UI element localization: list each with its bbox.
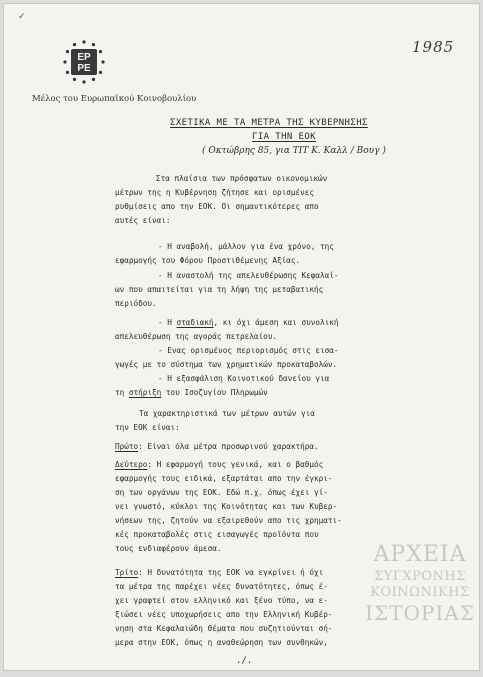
text-line: ση των οργάνων της ΕΟΚ. Εδώ π.χ. όπως έχει γί- [115,488,328,497]
text-segment: - Η [158,318,177,327]
text-segment: : Η δυνατότητα της ΕΟΚ να εγκρίνει ή όχι [138,568,324,577]
text-line: ξιώσει νέες υποχωρήσεις απο την Ελληνική Κυβέρ- [115,610,333,619]
text-segment: τη [115,388,129,397]
stamp-line: ΚΟΙΝΩΝΙΚΗΣ [370,585,470,600]
check-mark-icon: ✓ [18,12,26,22]
text-line: τους ενδιαφέρουν άμεσα. [115,544,222,553]
document-subtitle: ΓΙΑ ΤΗΝ ΕΟΚ [252,132,317,142]
text-line: εφαρμογής του Φόρου Προστιθέμενης Αξίας. [115,256,301,265]
underlined-term: στήριξη [128,388,162,397]
text-line: ων που απαιτείται για τη λήψη της μεταβατικής [115,285,324,294]
text-line: - Η αναβολή, μάλλον για ένα χρόνο, της [158,242,334,251]
archive-watermark-stamp [360,544,480,662]
text-line: νήσεων της, ζητούν να εξαιρεθούν απο τις χρηματι- [115,516,342,525]
document-page [3,3,480,671]
text-line [115,442,319,451]
text-line: εφαρμογής τους ειδικά, εξαρτάται απο την έγκρι- [115,474,333,483]
text-line: νει γνωστό, κύκλοι της Κοινότητας και των Κυβερ- [115,502,338,511]
text-line: τα μέτρα της παρέχει νέες δυνατότητες, όπως έ- [115,582,328,591]
text-segment: , κι όχι άμεση και συνολική [213,318,339,327]
text-line: - Ενας ορισμένος περιορισμός στις εισα- [158,346,339,355]
text-line: - Η εξασφάλιση Κοινοτικού δανείου για [158,374,330,383]
text-line: ρυθμίσεις απο την ΕΟΚ. Οι σημαντικότερες απο [115,202,319,211]
underlined-term: Τρίτο [115,568,139,577]
underlined-term: σταδιακή [176,318,214,327]
text-line: περιόδου. [115,299,157,308]
stamp-line: ΣΥΓΧΡΟΝΗΣ [374,569,466,584]
underlined-term: Πρώτο [115,442,139,451]
text-line: μέτρων της η Κυβέρνηση ζήτησε και ορισμένες [115,188,315,197]
text-line: - Η αναστολή της απελευθέρωσης Κεφαλαί- [158,271,339,280]
text-line [115,460,323,469]
text-line [115,568,323,577]
stamp-line: ΑΡΧΕΙΑ [373,542,467,567]
text-line: χει γραφτεί στον ελληνικό και ξένο τύπο, να ε- [115,596,328,605]
member-line: Μέλος του Ευρωπαϊκού Κοινοβουλίου [32,94,197,104]
text-line: νηση στα Κεφαλαιώδη θέματα που συζητιούνται σή- [115,624,333,633]
stamp-line: ΙΣΤΟΡΙΑΣ [365,601,475,625]
logo-text-bottom: PE [77,63,91,74]
handwritten-note: ( Οκτώβρης 85, για ΤΙΤ Κ. Καλλ / Βουγ ) [202,146,386,156]
document-title: ΣΧΕΤΙΚΑ ΜΕ ΤΑ ΜΕΤΡΑ ΤΗΣ ΚΥΒΕΡΝΗΣΗΣ [170,118,368,128]
underlined-term: Δεύτερο [115,460,148,469]
text-line: Τα χαρακτηριστικά των μέτρων αυτών για [139,409,315,418]
text-line: απελευθέρωση της αγοράς πετρελαίου. [115,332,277,341]
text-segment: του Ισοζυγίου Πληρωμών [161,388,268,397]
text-segment: : Είναι όλα μέτρα προσωρινού χαρακτήρα. [138,442,319,451]
text-segment: : Η εφαρμογή τους γενικά, και ο βαθμός [147,460,324,469]
text-line: την ΕΟΚ είναι: [115,423,180,432]
logo-text-top: EP [77,52,91,63]
text-line: Στα πλαίσια των πρόσφατων οικονομικών [156,174,328,183]
european-parliament-logo [60,38,108,86]
text-line: αυτές είναι: [115,216,171,225]
text-line: κές προκαταβολές στις εισαγωγές προϊόντα που [115,530,319,539]
continuation-mark: ./. [236,656,253,666]
text-line [115,388,268,397]
text-line: γωγές με το σύστημα των χρηματικών προκαταβολών. [115,360,338,369]
handwritten-year: 1985 [412,38,455,56]
text-line [158,318,339,327]
text-line: μερα στην ΕΟΚ, όπως η αναθεώρηση των συνθηκών, [115,638,328,647]
